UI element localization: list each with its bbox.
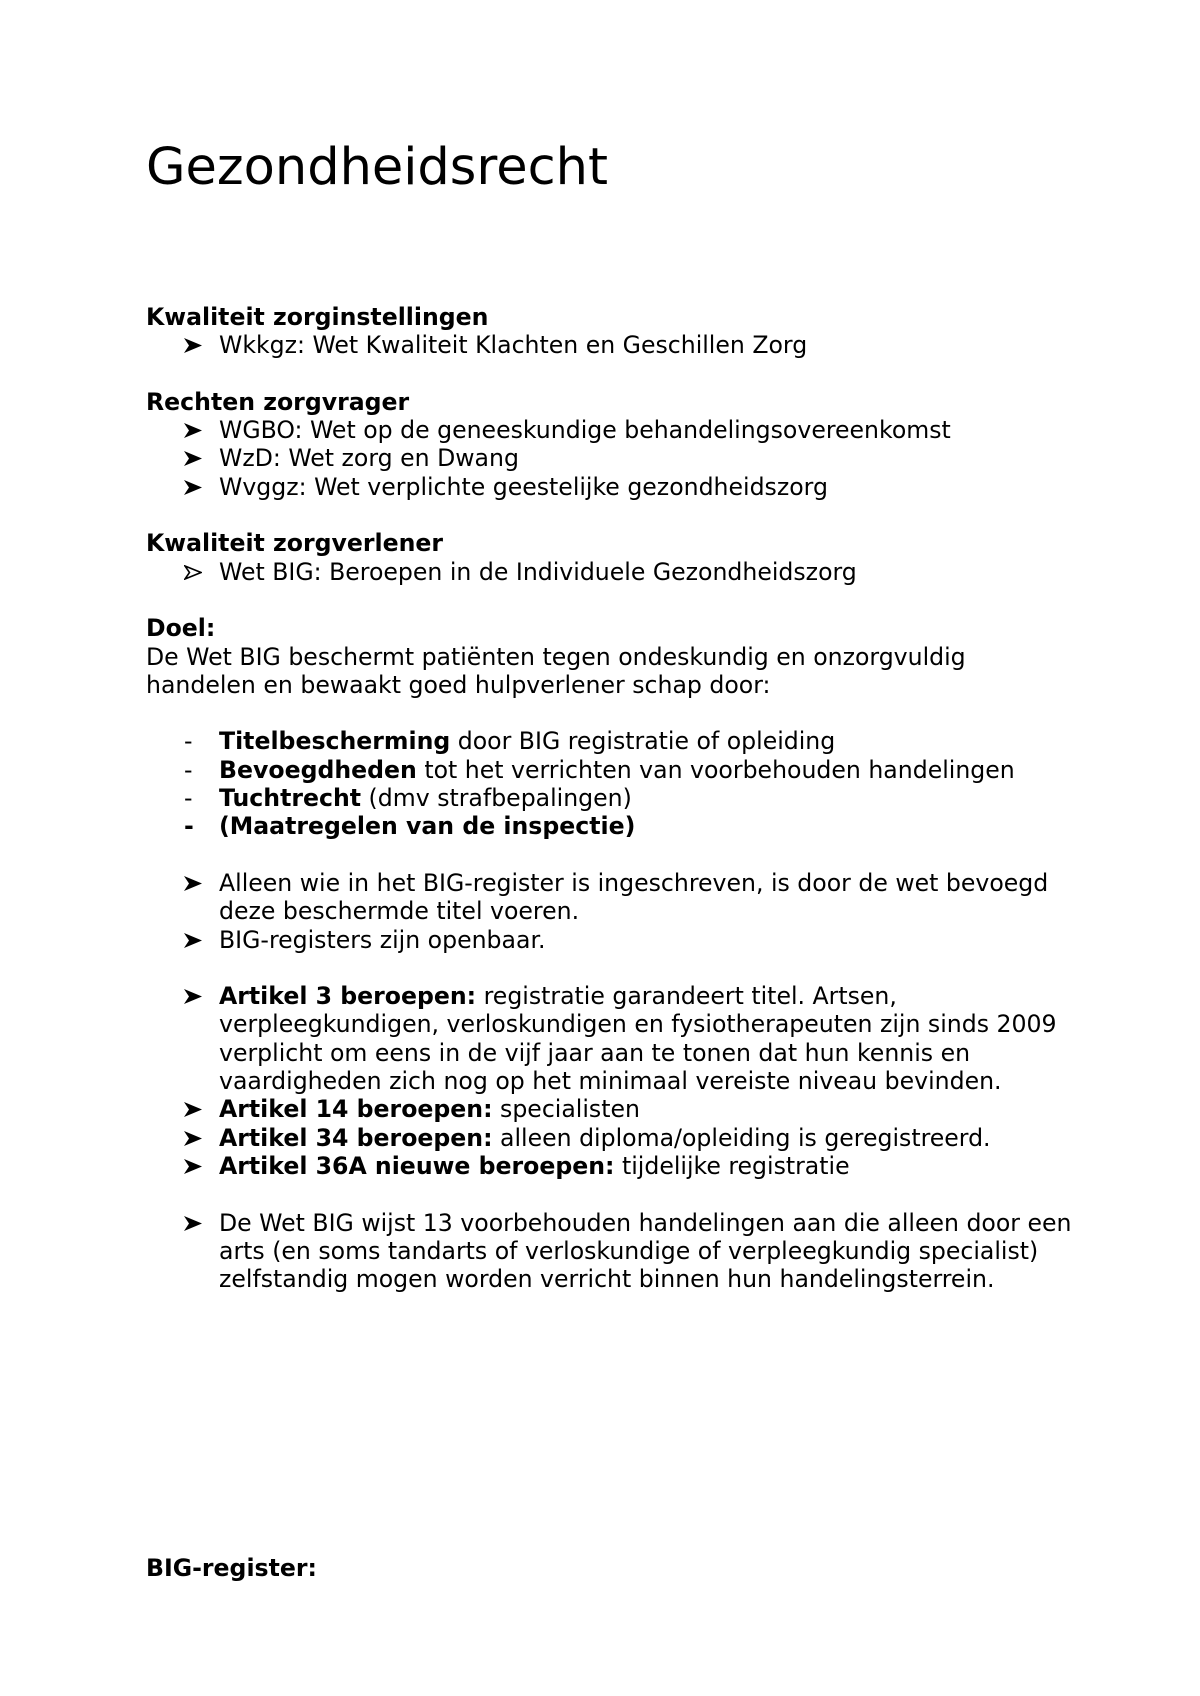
arrowhead-bullet-icon: [184, 338, 202, 353]
list-item: Wvggz: Wet verplichte geestelijke gezondheidszorg: [146, 473, 1086, 501]
heading-kwaliteit-zorginstellingen: Kwaliteit zorginstellingen: [146, 303, 489, 331]
arrowhead-bullet-icon: [184, 876, 202, 891]
list-artikelen: [146, 982, 1086, 1180]
list-item: Alleen wie in het BIG-register is ingeschreven, is door de wet bevoegd deze beschermde titel voeren.: [146, 869, 1086, 926]
arrowhead-bullet-icon: [184, 1159, 202, 1174]
list-item: Wkkgz: Wet Kwaliteit Klachten en Geschillen Zorg: [146, 331, 1086, 359]
arrowhead-bullet-icon: [184, 480, 202, 495]
page-title: Gezondheidsrecht: [146, 138, 608, 197]
list-item: - Bevoegdheden tot het verrichten van voorbehouden handelingen: [184, 755, 1015, 784]
list-rechten-zorgvrager: [146, 416, 1086, 501]
list-doel-middelen: [146, 727, 1086, 840]
list-voorbehouden-handelingen: [146, 1209, 1086, 1294]
dash-marker: -: [184, 784, 193, 813]
heading-doel: Doel:: [146, 614, 216, 643]
list-kwaliteit-zorgverlener: [146, 558, 1086, 586]
doel-paragraph-line-1: De Wet BIG beschermt patiënten tegen ondeskundig en onzorgvuldig: [146, 642, 966, 671]
list-kwaliteit-zorginstellingen: [146, 331, 1086, 359]
heading-rechten-zorgvrager: Rechten zorgvrager: [146, 387, 410, 416]
list-item: De Wet BIG wijst 13 voorbehouden handelingen aan die alleen door een arts (en soms tandarts of verloskundige of verpleegkundig specialist) zelfstandig mogen worden verricht binnen hun handelingsterrein.: [146, 1209, 1086, 1294]
list-item: Artikel 3 beroepen: registratie garandeert titel. Artsen, verpleegkundigen, verloskundigen en fysiotherapeuten zijn sinds 2009 verplicht om eens in de vijf jaar aan te tonen dat hun kennis en vaardigheden zich nog op het minimaal vereiste niveau bevinden.: [146, 982, 1086, 1095]
list-item: Artikel 36A nieuwe beroepen: tijdelijke registratie: [146, 1152, 1086, 1180]
heading-kwaliteit-zorgverlener: Kwaliteit zorgverlener: [146, 529, 444, 558]
dash-marker: -: [184, 727, 193, 756]
list-item: WGBO: Wet op de geneeskundige behandelingsovereenkomst: [146, 416, 1086, 444]
heading-big-register: BIG-register:: [146, 1553, 317, 1582]
list-big-register: [146, 869, 1086, 954]
arrowhead-bullet-icon: [184, 933, 202, 948]
arrowhead-bullet-icon: [184, 423, 202, 438]
list-item: - (Maatregelen van de inspectie): [184, 812, 636, 841]
list-item: BIG-registers zijn openbaar.: [146, 926, 1086, 954]
list-item: Artikel 34 beroepen: alleen diploma/opleiding is geregistreerd.: [146, 1124, 1086, 1152]
list-item: Artikel 14 beroepen: specialisten: [146, 1095, 1086, 1123]
list-item: - Titelbescherming door BIG registratie of opleiding: [184, 727, 836, 756]
arrowhead-bullet-icon: [184, 1131, 202, 1146]
arrowhead-outline-bullet-icon: [184, 565, 202, 580]
list-item: - Tuchtrecht (dmv strafbepalingen): [184, 784, 632, 813]
dash-marker: -: [184, 812, 194, 841]
arrowhead-bullet-icon: [184, 451, 202, 466]
doel-paragraph-line-2: handelen en bewaakt goed hulpverlener schap door:: [146, 670, 771, 699]
dash-marker: -: [184, 755, 193, 784]
list-item: WzD: Wet zorg en Dwang: [146, 444, 1086, 472]
arrowhead-bullet-icon: [184, 989, 202, 1004]
list-item: Wet BIG: Beroepen in de Individuele Gezondheidszorg: [146, 558, 1086, 586]
arrowhead-bullet-icon: [184, 1216, 202, 1231]
document-body: [146, 303, 1086, 1293]
arrowhead-bullet-icon: [184, 1102, 202, 1117]
